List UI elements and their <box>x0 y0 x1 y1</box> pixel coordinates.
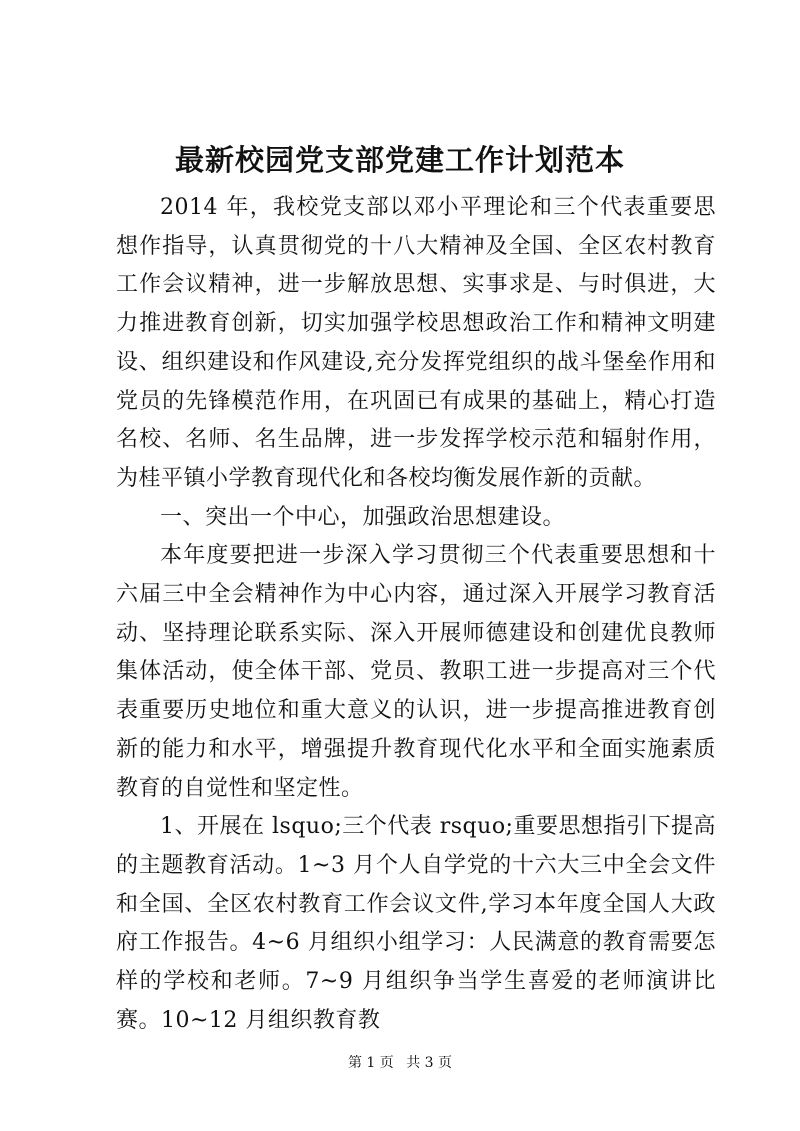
section-heading-1: 一、突出一个中心，加强政治思想建设。 <box>160 504 566 530</box>
paragraph-item-1: 1、开展在 lsquo;三个代表 rsquo;重要思想指引下提高的主题教育活动。1~3 月个人自学党的十六大三中全会文件和全国、全区农村教育工作会议文件,学习本年度全国人大政府工作报告。4~6 月组织小组学习：人民满意的教育需要怎样的学校和老师。7~9 月组织争当学生喜爱的老师演讲比赛。10~12 月组织教育教 <box>116 814 716 1033</box>
paragraph-intro: 2014 年，我校党支部以邓小平理论和三个代表重要思想作指导，认真贯彻党的十八大精神及全国、全区农村教育工作会议精神，进一步解放思想、实事求是、与时俱进，大力推进教育创新，切实加强学校思想政治工作和精神文明建设、组织建设和作风建设,充分发挥党组织的战斗堡垒作用和党员的先锋模范作用，在巩固已有成果的基础上，精心打造名校、名师、名生品牌，进一步发挥学校示范和辐射作用，为桂平镇小学教育现代化和各校均衡发展作新的贡献。 <box>116 195 716 491</box>
page-total: 共 3 页 <box>406 1055 453 1071</box>
document-body <box>116 189 716 1040</box>
page-footer <box>0 1053 800 1073</box>
document-title: 最新校园党支部党建工作计划范本 <box>174 143 625 177</box>
page-number: 第 1 页 <box>347 1055 394 1071</box>
paragraph-section-1: 本年度要把进一步深入学习贯彻三个代表重要思想和十六届三中全会精神作为中心内容，通过深入开展学习教育活动、坚持理论联系实际、深入开展师德建设和创建优良教师集体活动，使全体干部、党员、教职工进一步提高对三个代表重要历史地位和重大意义的认识，进一步提高推进教育创新的能力和水平，增强提升教育现代化水平和全面实施素质教育的自觉性和坚定性。 <box>116 543 716 801</box>
